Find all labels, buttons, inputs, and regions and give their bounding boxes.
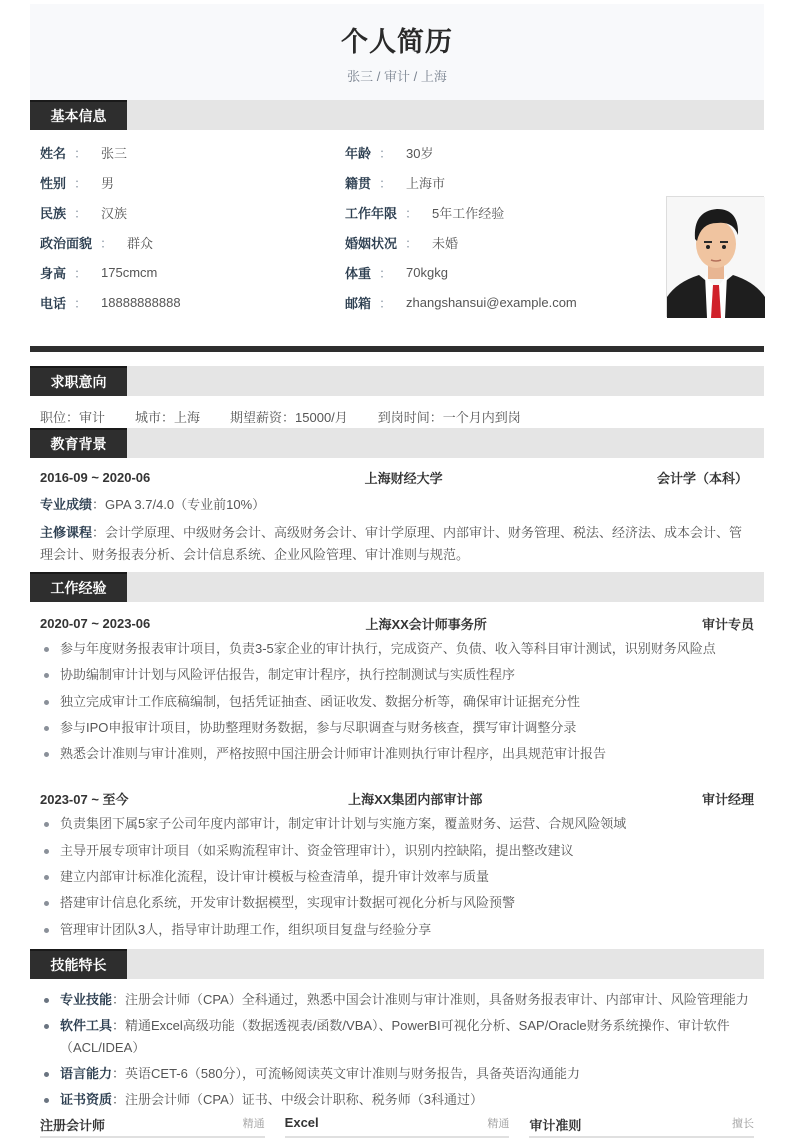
skill-bar: 注册会计师 精通 bbox=[40, 1115, 265, 1138]
list-item: 熟悉会计准则与审计准则，严格按照中国注册会计师审计准则执行审计程序，出具规范审计报告 bbox=[40, 741, 754, 767]
job-summary bbox=[30, 610, 764, 636]
page-title: 个人简历 bbox=[341, 27, 453, 57]
info-email: 邮箱 ： zhangshansui@example.com bbox=[345, 294, 577, 311]
skill-bars bbox=[30, 1115, 764, 1138]
info-experience: 工作年限 ： 5年工作经验 bbox=[345, 205, 505, 221]
job-title: 审计专员 bbox=[701, 616, 754, 632]
section-header-intent bbox=[30, 366, 764, 396]
section-title: 求职意向 bbox=[30, 366, 127, 396]
section-title: 教育背景 bbox=[30, 428, 127, 458]
list-item: 语言能力：英语CET-6（580分），可流畅阅读英文审计准则与财务报告，具备英语沟通能力 bbox=[40, 1063, 754, 1085]
education-school: 上海财经大学 bbox=[364, 470, 443, 486]
list-item: 参与年度财务报表审计项目，负责3-5家企业的审计执行，完成资产、负债、收入等科目审计测试，识别财务风险点 bbox=[40, 636, 754, 662]
info-age: 年龄 ： 30岁 bbox=[345, 145, 434, 161]
section-header-education bbox=[30, 428, 764, 458]
info-phone: 电话 ： 18888888888 bbox=[40, 294, 181, 311]
divider bbox=[30, 346, 764, 352]
list-item: 协助编制审计计划与风险评估报告，制定审计程序，执行控制测试与实质性程序 bbox=[40, 662, 754, 688]
job-company: 上海XX会计师事务所 bbox=[365, 616, 487, 632]
education-gpa: 专业成绩：GPA 3.7/4.0（专业前10%） bbox=[40, 497, 266, 512]
job-company: 上海XX集团内部审计部 bbox=[348, 791, 483, 807]
job-title: 审计经理 bbox=[701, 791, 754, 807]
info-name: 姓名 ： 张三 bbox=[40, 145, 128, 161]
education-summary bbox=[30, 464, 764, 490]
section-title: 技能特长 bbox=[30, 949, 127, 979]
job-period: 2023-07 ~ 至今 bbox=[40, 791, 129, 807]
section-header-basic bbox=[30, 100, 764, 130]
job-summary bbox=[30, 785, 764, 811]
skill-bar: 审计准则 擅长 bbox=[529, 1115, 754, 1138]
page-subtitle: 张三 / 审计 / 上海 bbox=[347, 69, 447, 84]
intent-position: 职位：审计 bbox=[40, 409, 106, 425]
info-ethnicity: 民族 ： 汉族 bbox=[40, 205, 128, 221]
education-period: 2016-09 ~ 2020-06 bbox=[40, 469, 151, 485]
education-courses: 主修课程：会计学原理、中级财务会计、高级财务会计、审计学原理、内部审计、财务管理、税法、经济法、成本会计、管理会计、财务报表分析、会计信息系统、企业风险管理、审计准则与规范。 bbox=[40, 525, 743, 562]
info-gender: 性别 ： 男 bbox=[40, 175, 115, 191]
section-title: 基本信息 bbox=[30, 100, 127, 130]
list-item: 证书资质：注册会计师（CPA）证书、中级会计职称、税务师（3科通过） bbox=[40, 1089, 754, 1111]
section-title: 工作经验 bbox=[30, 572, 127, 602]
list-item: 负责集团下属5家子公司年度内部审计，制定审计计划与实施方案，覆盖财务、运营、合规风险领域 bbox=[40, 811, 754, 837]
basic-info bbox=[30, 130, 764, 346]
intent-city: 城市：上海 bbox=[135, 409, 201, 425]
section-header-work bbox=[30, 572, 764, 602]
avatar bbox=[666, 196, 764, 317]
resume-page bbox=[30, 0, 764, 1138]
info-weight: 体重 ： 70kgkg bbox=[345, 264, 448, 281]
list-item: 主导开展专项审计项目（如采购流程审计、资金管理审计），识别内控缺陷，提出整改建议 bbox=[40, 838, 754, 864]
avatar-portrait-icon bbox=[667, 197, 765, 318]
list-item: 独立完成审计工作底稿编制，包括凭证抽查、函证收发、数据分析等，确保审计证据充分性 bbox=[40, 689, 754, 715]
skill-bar: Excel 精通 bbox=[285, 1115, 510, 1138]
info-political: 政治面貌 ： 群众 bbox=[40, 235, 154, 251]
info-height: 身高 ： 175cmcm bbox=[40, 264, 158, 281]
info-hometown: 籍贯 ： 上海市 bbox=[345, 175, 446, 191]
list-item: 管理审计团队3人，指导审计助理工作，组织项目复盘与经验分享 bbox=[40, 917, 754, 943]
list-item: 搭建审计信息化系统，开发审计数据模型，实现审计数据可视化分析与风险预警 bbox=[40, 890, 754, 916]
list-item: 参与IPO申报审计项目，协助整理财务数据，参与尽职调查与财务核查，撰写审计调整分录 bbox=[40, 715, 754, 741]
intent-start: 到岗时间：一个月内到岗 bbox=[377, 409, 521, 425]
info-marital: 婚姻状况 ： 未婚 bbox=[345, 235, 459, 251]
list-item: 建立内部审计标准化流程，设计审计模板与检查清单，提升审计效率与质量 bbox=[40, 864, 754, 890]
job-intent bbox=[30, 404, 764, 428]
job-bullets bbox=[30, 811, 764, 942]
education-major: 会计学（本科） bbox=[656, 470, 748, 486]
job-bullets bbox=[30, 636, 764, 767]
intent-salary: 期望薪资：15000/月 bbox=[230, 409, 348, 425]
job-period: 2020-07 ~ 2023-06 bbox=[40, 615, 151, 631]
list-item: 软件工具：精通Excel高级功能（数据透视表/函数/VBA）、PowerBI可视化分析、SAP/Oracle财务系统操作、审计软件（ACL/IDEA） bbox=[40, 1015, 754, 1059]
resume-header bbox=[30, 4, 764, 100]
list-item: 专业技能：注册会计师（CPA）全科通过，熟悉中国会计准则与审计准则，具备财务报表审计、内部审计、风险管理能力 bbox=[40, 989, 754, 1011]
skills-list bbox=[30, 989, 764, 1111]
section-header-skills bbox=[30, 949, 764, 979]
